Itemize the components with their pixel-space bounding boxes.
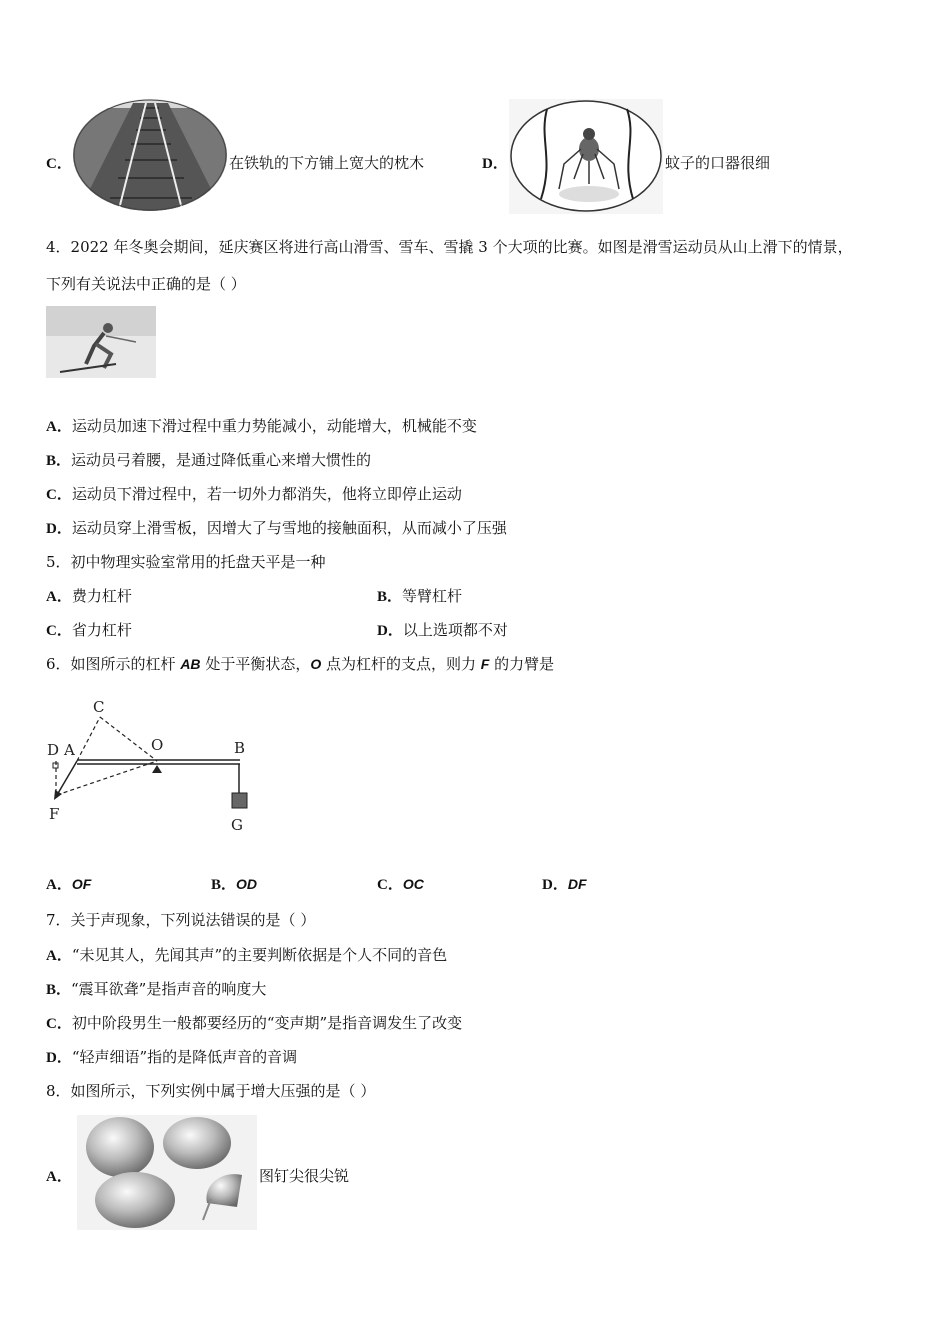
force-f	[57, 761, 77, 795]
q7-stem: 7．关于声现象，下列说法错误的是（ ）	[46, 911, 316, 929]
railway-track-image	[73, 98, 228, 213]
q3-option-d-label: D．	[482, 156, 508, 172]
mosquito-image	[509, 99, 663, 214]
q5-option-b: B．等臂杠杆	[377, 587, 463, 605]
label-o: O	[151, 736, 164, 754]
q7-option-b: B．“震耳欲聋”是指声音的响度大	[46, 980, 267, 998]
label-d: D	[47, 741, 60, 759]
q3-option-c-text: 在铁轨的下方铺上宽大的枕木	[229, 154, 425, 172]
fulcrum	[152, 765, 162, 773]
label-a: A	[64, 741, 75, 759]
q7-option-d: D．“轻声细语”指的是降低声音的音调	[46, 1048, 298, 1066]
q8-option-a-text: 图钉尖很尖锐	[259, 1167, 350, 1185]
q3-option-d-text: 蚊子的口器很细	[665, 154, 771, 172]
label-b: B	[234, 739, 246, 757]
label-f: F	[49, 805, 60, 823]
thumbtacks-image	[77, 1115, 257, 1230]
q8-stem: 8．如图所示，下列实例中属于增大压强的是（ ）	[46, 1082, 376, 1100]
q6-option-d: D．DF	[542, 876, 587, 893]
q4-option-a: A．运动员加速下滑过程中重力势能减小，动能增大，机械能不变	[46, 417, 477, 435]
q4-option-b: B．运动员弓着腰，是通过降低重心来增大惯性的	[46, 451, 372, 469]
q4-option-c: C．运动员下滑过程中，若一切外力都消失，他将立即停止运动	[46, 485, 462, 503]
q8-option-a-label: A．	[46, 1169, 72, 1185]
q5-option-a: A．费力杠杆	[46, 587, 132, 605]
q6-option-c: C．OC	[377, 876, 424, 893]
weight-g	[232, 793, 247, 808]
q6-stem: 6．如图所示的杠杆 AB 处于平衡状态，O 点为杠杆的支点，则力 F 的力臂是	[46, 655, 555, 673]
q5-stem: 5．初中物理实验室常用的托盘天平是一种	[46, 553, 326, 571]
q7-option-c: C．初中阶段男生一般都要经历的“变声期”是指音调发生了改变	[46, 1014, 463, 1032]
q7-option-a: A．“未见其人，先闻其声”的主要判断依据是个人不同的音色	[46, 946, 448, 964]
label-c: C	[93, 698, 105, 716]
q4-option-d: D．运动员穿上滑雪板，因增大了与雪地的接触面积，从而减小了压强	[46, 519, 507, 537]
q4-stem-line1: 4．2022 年冬奥会期间，延庆赛区将进行高山滑雪、雪车、雪撬 3 个大项的比赛。如图是滑雪运动员从山上滑下的情景，	[46, 238, 853, 256]
q4-stem-line2: 下列有关说法中正确的是（ ）	[46, 275, 246, 293]
q3-option-c-label: C．	[46, 156, 72, 172]
q5-option-d: D．以上选项都不对	[377, 621, 508, 639]
lever-diagram	[40, 695, 260, 835]
q5-option-c: C．省力杠杆	[46, 621, 132, 639]
q6-option-b: B．OD	[211, 876, 258, 893]
q6-option-a: A．OF	[46, 876, 92, 893]
skier-image	[46, 306, 156, 378]
label-g: G	[231, 816, 243, 834]
